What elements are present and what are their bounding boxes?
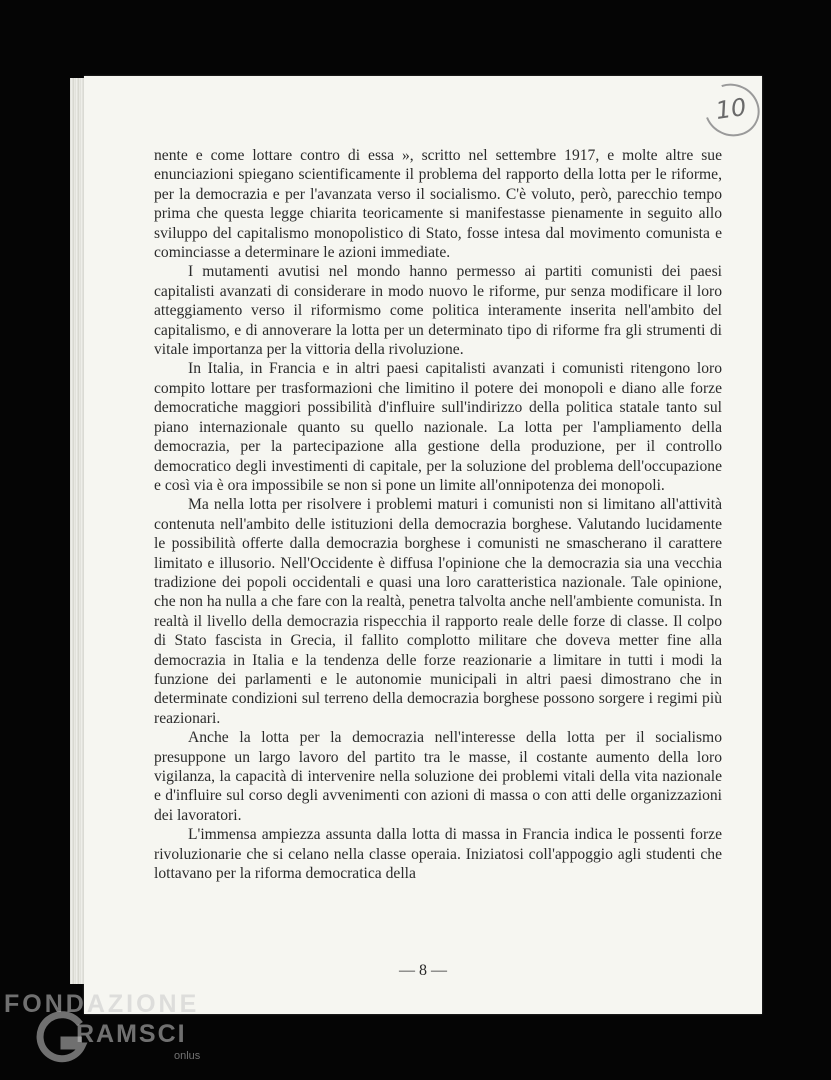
paragraph: nente e come lottare contro di essa », scritto nel settembre 1917, e molte altre sue enunciazioni spiegano scientificamente il problema del rapporto della lotta per le riforme, per la democrazia e per l'avanzata verso il socialismo. C'è voluto, però, parecchio tempo prima che questa legge chiarita teoricamente si manifestasse pienamente in seguito allo sviluppo del capitalismo monopolistico di Stato, fosse intesa dal movimento comunista e cominciasse a determinare le azioni immediate. [154, 147, 722, 262]
document-page [84, 76, 762, 1014]
paragraph: Ma nella lotta per risolvere i problemi maturi i comunisti non si limitano all'attività contenuta nell'ambito delle istituzioni della democrazia borghese. Valutando lucidamente le possibilità offerte dalla democrazia borghese i comunisti ne smascherano il carattere limitato e illusorio. Nell'Occidente è diffusa l'opinione che la democrazia sia una vecchia tradizione dei popoli occidentali e quasi una loro caratteristica nazionale. Tale opinione, che non ha nulla a che fare con la realtà, penetra talvolta anche nell'ambiente comunista. In realtà il livello della democrazia rispecchia il rapporto reale delle forze di classe. Il colpo di Stato fascista in Grecia, il fallito complotto militare che doveva metter fine alla democrazia in Italia e la tendenza delle forze reazionarie a limitare in tutti i modi la funzione dei parlamenti e le autonomie municipali in altri paesi dimostrano che in determinate condizioni sul terreno della democrazia borghese possono sorgere i regimi più reazionari. [154, 496, 722, 727]
paragraph: L'immensa ampiezza assunta dalla lotta di massa in Francia indica le possenti forze rivoluzionarie che si celano nella classe operaia. Iniziatosi coll'appoggio agli studenti che lottavano per la riforma democratica della [154, 826, 722, 883]
fondazione-gramsci-watermark [4, 990, 224, 1075]
watermark-line-1: FONDAZIONE [4, 990, 200, 1018]
watermark-line-3: onlus [174, 1050, 201, 1062]
page-number: — 8 — [399, 962, 447, 979]
paragraph: In Italia, in Francia e in altri paesi capitalisti avanzati i comunisti ritengono loro compito lottare per trasformazioni che limitino il potere dei monopoli e diano alle forze democratiche maggiori possibilità d'influire sull'indirizzo della politica statale tanto sul piano internazionale quanto su quello nazionale. La lotta per l'ampliamento della democrazia, per la partecipazione alla gestione della produzione, per il controllo democratico degli investimenti di capitale, per la soluzione del problema dell'occupazione e così via è ora impossibile se non si pone un limite all'onnipotenza dei monopoli. [154, 360, 722, 494]
handwritten-folio-number: 10 [713, 93, 749, 125]
body-text [154, 146, 722, 883]
paragraph: I mutamenti avutisi nel mondo hanno permesso ai partiti comunisti dei paesi capitalisti avanzati di considerare in modo nuovo le riforme, pur senza modificare il loro atteggiamento verso il riformismo come politica interamente inserita nell'ambito del capitalismo, e di annoverare la lotta per un determinato tipo di riforme fra gli strumenti di vitale importanza per la vittoria della rivoluzione. [154, 263, 722, 359]
watermark-line-2: RAMSCI [76, 1020, 187, 1048]
paragraph: Anche la lotta per la democrazia nell'interesse della lotta per il socialismo presuppone un largo lavoro del partito tra le masse, il costante aumento della loro vigilanza, la capacità di intervenire nella soluzione dei problemi vitali della vita nazionale e d'influire sul corso degli avvenimenti con azioni di massa o con atti delle organizzazioni dei lavoratori. [154, 729, 722, 824]
